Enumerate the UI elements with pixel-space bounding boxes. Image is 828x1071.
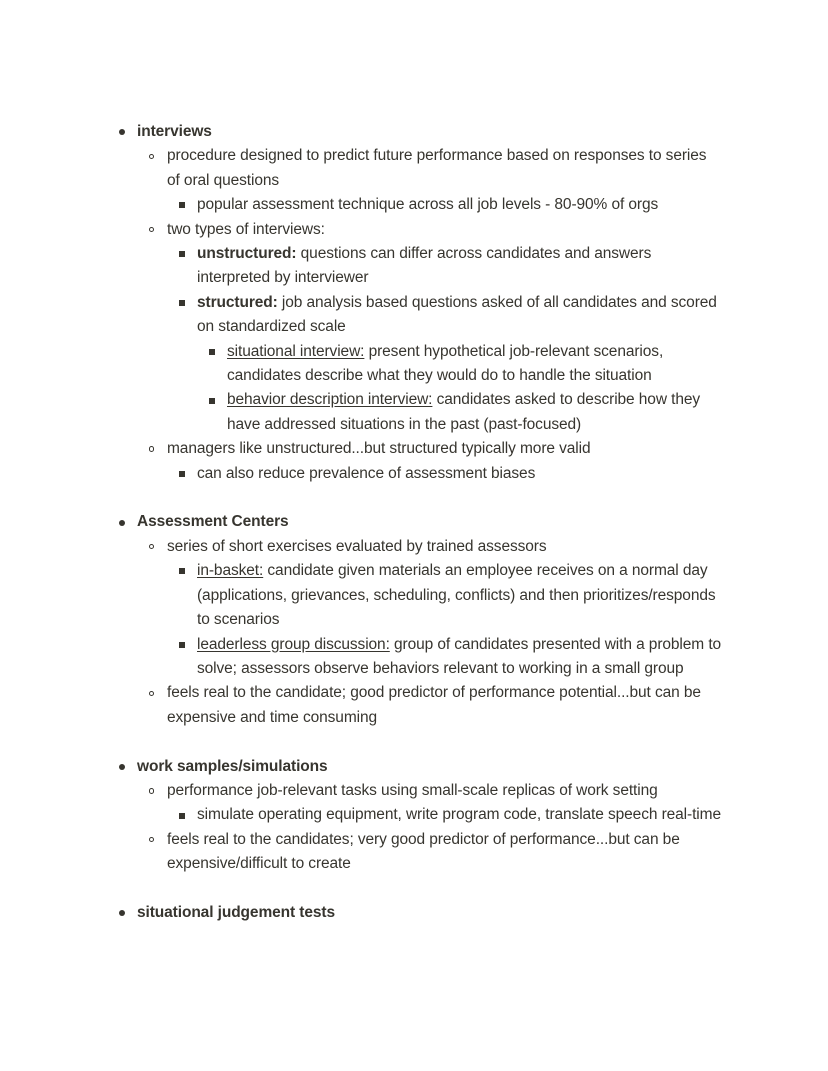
circle-bullet-icon [148,218,167,242]
blank-line [118,486,722,510]
bullet-list-item [118,291,722,340]
item-text [197,559,722,632]
item-text [227,388,722,437]
item-text [167,144,722,193]
circle-bullet-icon [148,144,167,168]
circle-bullet-icon [148,779,167,803]
section-title: interviews [137,123,212,140]
bullet-list-item [118,681,722,730]
circle-bullet-icon [148,828,167,852]
bullet-list-item [118,779,722,803]
term-definition: job analysis based questions asked of all candidates and scored on standardized scale [197,293,717,336]
term-definition: present hypothetical job-relevant scenarios, candidates describe what they would do to handle the situation [227,342,664,385]
term-definition: questions can differ across candidates and answers interpreted by interviewer [197,245,652,287]
item-label: can also reduce prevalence of assessment biases [197,464,536,482]
term-definition: candidate given materials an employee receives on a normal day (applications, grievances, scheduling, conflicts) and then prioritizes/responds to scenarios [197,562,716,629]
item-text [167,437,722,461]
circle-bullet-icon [148,535,167,559]
item-text [167,681,722,730]
item-label: feels real to the candidates; very good predictor of performance...but can be expensive/difficult to create [167,830,680,873]
bullet-list-item [118,535,722,559]
item-label: procedure designed to predict future performance based on responses to series of oral questions [167,147,707,189]
item-label: performance job-relevant tasks using small-scale replicas of work setting [167,781,658,799]
term-underlined: leaderless group discussion: [197,635,390,653]
term-definition: group of candidates presented with a problem to solve; assessors observe behaviors relevant to working in a small group [197,635,722,677]
square-bullet-icon [178,633,197,657]
bullet-list-item [118,340,722,389]
notes-document [118,120,722,925]
item-label: simulate operating equipment, write program code, translate speech real-time [197,806,721,824]
term-underlined: behavior description interview: [227,391,433,409]
item-text [197,193,722,217]
term-underlined: in-basket: [197,562,264,580]
item-text [197,242,722,291]
term-bold: structured: [197,293,278,311]
bullet-list-item [118,144,722,193]
item-text [167,828,722,877]
item-label: feels real to the candidate; good predictor of performance potential...but can be expensive and time consuming [167,684,701,726]
blank-line [118,730,722,754]
section-title: Assessment Centers [137,513,289,531]
bullet-list-item [118,242,722,291]
item-text [137,901,722,925]
bullet-list-item [118,633,722,682]
item-label: series of short exercises evaluated by trained assessors [167,537,547,555]
bullet-list-item [118,803,722,827]
bullet-list-item [118,437,722,461]
item-text [227,340,722,389]
item-text [137,120,722,144]
item-label: two types of interviews: [167,220,325,238]
square-bullet-icon [178,462,197,486]
square-bullet-icon [178,559,197,583]
section-title: work samples/simulations [137,757,328,775]
term-definition: candidates asked to describe how they have addressed situations in the past (past-focused) [227,391,701,433]
item-text [137,755,722,779]
term-bold: unstructured: [197,245,297,263]
disc-bullet-icon [118,120,137,144]
blank-line [118,877,722,901]
section-title: situational judgement tests [137,903,335,921]
item-label: popular assessment technique across all job levels - 80-90% of orgs [197,196,659,214]
bullet-list-item [118,901,722,925]
term-underlined: situational interview: [227,342,365,360]
bullet-list-item [118,388,722,437]
circle-bullet-icon [148,437,167,461]
item-label: managers like unstructured...but structured typically more valid [167,440,591,458]
item-text [167,535,722,559]
circle-bullet-icon [148,681,167,705]
disc-bullet-icon [118,510,137,534]
bullet-list-item [118,828,722,877]
bullet-list-item [118,559,722,632]
item-text [197,291,722,340]
square-bullet-icon [208,388,227,412]
item-text [197,633,722,682]
item-text [137,510,722,534]
bullet-list-item [118,510,722,534]
item-text [167,218,722,242]
bullet-list-item [118,755,722,779]
bullet-list-item [118,120,722,144]
bullet-list-item [118,193,722,217]
item-text [197,803,722,827]
bullet-list-item [118,462,722,486]
square-bullet-icon [178,803,197,827]
disc-bullet-icon [118,901,137,925]
square-bullet-icon [178,193,197,217]
square-bullet-icon [208,340,227,364]
disc-bullet-icon [118,755,137,779]
bullet-list-item [118,218,722,242]
square-bullet-icon [178,291,197,315]
item-text [167,779,722,803]
square-bullet-icon [178,242,197,266]
item-text [197,462,722,486]
